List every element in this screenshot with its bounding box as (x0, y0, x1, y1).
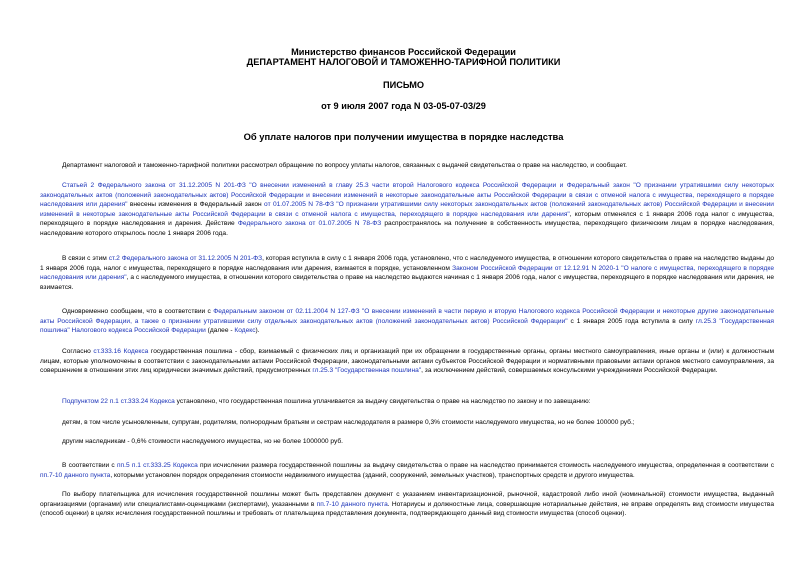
paragraph-law-changes (40, 181, 774, 238)
paragraph-text: , которая вступила в силу с 1 января 2006 года, установлено, что с наследуемого имущества, в отношении которого свидетельства о праве на наследство выданы до 1 января 2006 года, налог с имущества, переходящего в порядке наследования или дарения, взимается в порядке, установленном (40, 255, 774, 272)
paragraph-text: , которыми установлен порядок определения стоимости недвижимого имущества (зданий, сооружений, земельных участков), транспортных средств и другого имущества. (110, 471, 635, 479)
law-link-ch25-3[interactable]: гл.25.3 "Государственная пошлина" Налогового кодекса Российской Федерации (40, 317, 774, 334)
law-link-201fz-st2[interactable]: ст.2 Федерального закона от 31.12.2005 N 201-ФЗ (108, 255, 263, 262)
paragraph-text: По выбору плательщика для исчисления государственной пошлины может быть представлен документ с указанием инвентаризационной, рыночной, кадастровой либо иной (номинальной) стоимости имущества, выданный организациями (органами) или специалистами-оценщиками (экспертами), указанными в (40, 491, 774, 508)
paragraph-state-duty-chapter (40, 307, 774, 336)
law-link-2020-1[interactable]: Законом Российской Федерации от 12.12.91 N 2020-1 "О налоге с имущества, переходящего в порядке наследования или дарения" (40, 264, 774, 281)
department-name: ДЕПАРТАМЕНТ НАЛОГОВОЙ И ТАМОЖЕННО-ТАРИФНОЙ ПОЛИТИКИ (246, 57, 561, 67)
law-link-127fz[interactable]: Федеральным законом от 02.11.2004 N 127-ФЗ "О внесении изменений в части первую и вторую Налогового кодекса Российской Федерации и некоторые другие законодательные акты Российской Федерации, а также о признании утратившими силу отдельных законодательных актов (положений законодательных актов) Российской Федерации" (40, 308, 774, 325)
law-link-201fz-art2[interactable]: Статьей 2 Федерального закона от 31.12.2005 N 201-ФЗ "О внесении изменений в главу 25.3 части второй Налогового кодекса Российской Федерации и Федеральный закон "О признании утратившими силу некоторых законодательных актов (положений законодательных актов) Российской Федерации и внесении изменений в некоторые законодательные акты Российской Федерации в связи с отменой налога с имущества, переходящего в порядке наследования или дарения" (40, 182, 774, 208)
document-date-number: от 9 июля 2007 года N 03-05-07-03/29 (321, 101, 486, 111)
paragraph-payer-choice (40, 490, 774, 519)
law-link-78fz[interactable]: от 01.07.2005 N 78-ФЗ "О признании утратившими силу некоторых законодательных актов (положений законодательных актов) Российской Федерации и внесении изменений в некоторые законодательные акты Российской Федерации в связи с отменой налога с имущества, переходящего в порядке наследования или дарения" (40, 201, 774, 218)
paragraph-state-duty-definition (40, 347, 774, 376)
paragraph-text: . Нотариусы и должностные лица, совершающие нотариальные действия, не вправе определять вид стоимости имущества (способ оценки) в целях исчисления государственной пошлины и требовать от плательщика представления документа, подтверждающего данный вид стоимости имущества (способ оценки). (40, 500, 775, 517)
law-link-code[interactable]: Кодекс (234, 327, 256, 334)
law-link-pp7-10-second[interactable]: пп.7-10 данного пункта (316, 500, 388, 508)
paragraph-text: ). (255, 327, 260, 334)
paragraph-text: , которым отменялся с 1 января 2006 года налог с имущества, переходящего в порядке наследования и дарения. Действие (40, 210, 774, 227)
paragraph-subpoint-22 (40, 397, 774, 407)
paragraph-text: (далее - (205, 327, 235, 334)
law-link-st333-24[interactable]: Подпунктом 22 п.1 ст.333.24 Кодекса (62, 398, 175, 405)
paragraph-text: с 1 января 2005 года вступила в силу (567, 317, 696, 325)
document-type: ПИСЬМО (382, 80, 425, 90)
paragraph-text: Департамент налоговой и таможенно-тарифной политики рассмотрел обращение по вопросу уплаты налогов, связанных с выдачей свидетельства о праве на наследство, и сообщает. (62, 162, 628, 169)
law-link-st333-25[interactable]: пп.5 п.1 ст.333.25 Кодекса (116, 462, 198, 469)
paragraph-text: , за исключением действий, совершаемых консульскими учреждениями Российской Федерации. (421, 367, 718, 374)
law-link-78fz-short[interactable]: Федерального закона от 01.07.2005 N 78-ФЗ (237, 220, 382, 227)
paragraph-text: детям, в том числе усыновленным, супругам, родителям, полнородным братьям и сестрам наследодателя в размере 0,3% стоимости наследуемого имущества, но не более 100000 руб.; (62, 419, 635, 426)
paragraph-text: другим наследникам - 0,6% стоимости наследуемого имущества, но не более 1000000 руб. (62, 438, 343, 445)
paragraph-text: В связи с этим (62, 255, 109, 262)
paragraph-inheritance-tax (40, 254, 774, 292)
paragraph-intro (40, 161, 774, 171)
paragraph-text: внесены изменения в Федеральный закон (127, 201, 265, 208)
document-title: Об уплате налогов при получении имущества в порядке наследства (243, 131, 564, 142)
law-link-ch25-3-short[interactable]: гл.25.3 "Государственная пошлина" (312, 367, 422, 374)
paragraph-rate-other-heirs (40, 437, 774, 447)
paragraph-text: Согласно (62, 348, 94, 355)
ministry-name: Министерство финансов Российской Федерации (291, 47, 516, 57)
paragraph-rate-close-relatives (40, 418, 774, 428)
paragraph-text: при исчислении размера государственной пошлины за выдачу свидетельства о праве на наследство принимается стоимость наследуемого имущества, определенная в соответствии с (197, 462, 775, 469)
paragraph-valuation-rules (40, 461, 774, 480)
paragraph-text: , а с наследуемого имущества, в отношении которого свидетельства о праве на наследство выдаются начиная с 1 января 2006 года, налог с имущества, переходящего в порядке наследования или дарения, не взимается. (40, 274, 774, 291)
law-link-st333-16[interactable]: ст.333.16 Кодекса (93, 348, 149, 355)
paragraph-text: В соответствии с (62, 462, 117, 469)
paragraph-text: государственная пошлина - сбор, взимаемый с физических лиц и организаций при их обращении в государственные органы, органы местного самоуправления, иные органы и (или) к должностным лицам, которые уполномочены в соответствии с законодательными актами Российской Федерации, законодательными актами субъектов Российской Федерации и нормативными правовыми актами органов местного самоуправления, за совершением в отношении этих лиц юридически значимых действий, предусмотренных (40, 348, 774, 374)
law-link-pp7-10[interactable]: пп.7-10 данного пункта (40, 471, 111, 479)
paragraph-text: распространялось на получение в собственность имущества, переходящего физическим лицам в порядке наследования, наследование которого открылось после 1 января 2006 года. (40, 220, 774, 237)
paragraph-text: Одновременно сообщаем, что в соответствии с (62, 308, 214, 315)
paragraph-text: установлено, что государственная пошлина уплачивается за выдачу свидетельства о праве на наследство по закону и по завещанию: (174, 398, 591, 405)
